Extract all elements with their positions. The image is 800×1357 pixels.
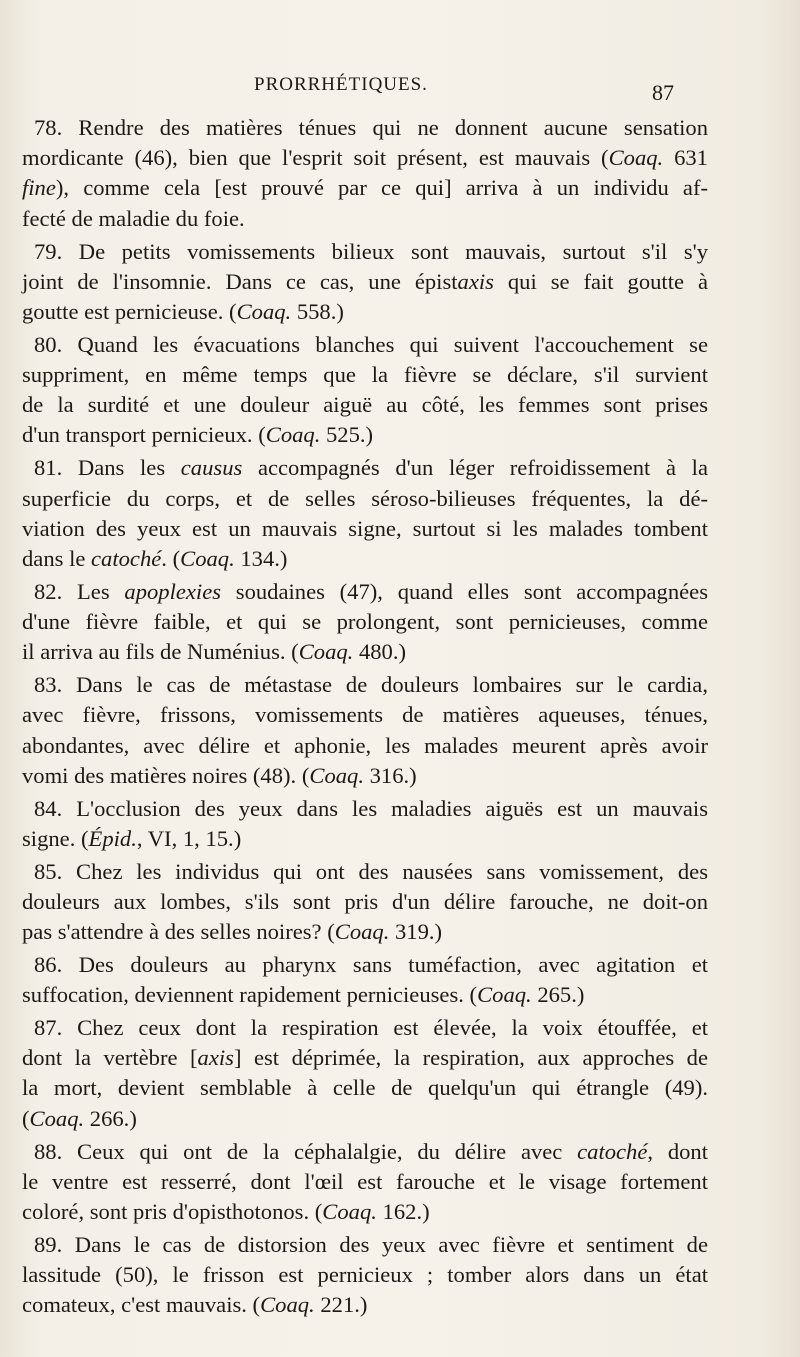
text-line: fecté de maladie du foie. xyxy=(22,205,245,231)
aphorism-81 xyxy=(22,453,708,574)
text-line: suppriment, en même temps que la fièvre se déclare, s'il survient xyxy=(22,362,708,387)
text-line: dont la vertèbre [axis] est déprimée, la respiration, aux approches de xyxy=(22,1045,708,1071)
page-number: 87 xyxy=(652,80,674,105)
aphorism-80 xyxy=(22,330,708,451)
text-line: 84. L'occlusion des yeux dans les maladies aiguës est un mauvais xyxy=(34,795,708,821)
text-line: 82. Les apoplexies soudaines (47), quand elles sont accompagnées xyxy=(34,578,708,604)
text-line: 86. Des douleurs au pharynx sans tuméfaction, avec agitation et xyxy=(34,951,708,977)
text-line: la mort, devient semblable à celle de quelqu'un qui étrangle (49). xyxy=(22,1075,708,1101)
text-line: 80. Quand les évacuations blanches qui suivent l'accouchement se xyxy=(34,331,708,357)
text-line: dans le catoché. (Coaq. 134.) xyxy=(22,545,288,571)
text-line: 89. Dans le cas de distorsion des yeux avec fièvre et sentiment de xyxy=(34,1231,708,1257)
text-line: vomi des matières noires (48). (Coaq. 316.) xyxy=(22,762,417,788)
text-line: 79. De petits vomissements bilieux sont mauvais, surtout s'il s'y xyxy=(34,238,708,264)
text-line: avec fièvre, frissons, vomissements de matières aqueuses, ténues, xyxy=(22,702,708,728)
text-line: joint de l'insomnie. Dans ce cas, une épistaxis qui se fait goutte à xyxy=(22,268,708,294)
aphorism-78 xyxy=(22,113,708,234)
text-line: lassitude (50), le frisson est pernicieux ; tomber alors dans un état xyxy=(22,1262,708,1288)
text-line: comateux, c'est mauvais. (Coaq. 221.) xyxy=(22,1292,368,1318)
text-line: douleurs aux lombes, s'ils sont pris d'un délire farouche, ne doit-on xyxy=(22,888,708,914)
aphorism-87 xyxy=(22,1013,708,1134)
text-line: (Coaq. 266.) xyxy=(22,1105,137,1131)
text-line: 85. Chez les individus qui ont des nausées sans vomissement, des xyxy=(34,858,708,884)
text-line: viation des yeux est un mauvais signe, surtout si les malades tombent xyxy=(22,515,708,541)
text-line: suffocation, deviennent rapidement pernicieuses. (Coaq. 265.) xyxy=(22,982,585,1008)
aphorism-82 xyxy=(22,577,708,668)
text-line: pas s'attendre à des selles noires? (Coaq. 319.) xyxy=(22,919,443,945)
aphorism-88 xyxy=(22,1137,708,1228)
aphorism-83 xyxy=(22,670,708,791)
text-line: 81. Dans les causus accompagnés d'un léger refroidissement à la xyxy=(34,455,708,481)
text-line: 87. Chez ceux dont la respiration est élevée, la voix étouffée, et xyxy=(34,1015,708,1041)
text-line: goutte est pernicieuse. (Coaq. 558.) xyxy=(22,298,344,324)
aphorism-85 xyxy=(22,857,708,948)
aphorism-84 xyxy=(22,794,708,854)
text-line: 78. Rendre des matières ténues qui ne donnent aucune sensation xyxy=(34,115,708,140)
text-line: de la surdité et une douleur aiguë au côté, les femmes sont prises xyxy=(22,392,708,418)
running-head: PRORRHÉTIQUES. xyxy=(254,74,428,95)
aphorism-79 xyxy=(22,237,708,328)
aphorism-86 xyxy=(22,950,708,1010)
text-body xyxy=(22,113,708,1320)
text-line: fine), comme cela [est prouvé par ce qui] arriva à un individu af- xyxy=(22,175,708,201)
text-line: d'une fièvre faible, et qui se prolongent, sont pernicieuses, comme xyxy=(22,609,708,634)
text-line: signe. (Épid., VI, 1, 15.) xyxy=(22,825,242,851)
text-line: abondantes, avec délire et aphonie, les malades meurent après avoir xyxy=(22,732,708,758)
text-line: coloré, sont pris d'opisthotonos. (Coaq. 162.) xyxy=(22,1198,430,1224)
text-line: 88. Ceux qui ont de la céphalalgie, du délire avec catoché, dont xyxy=(34,1138,708,1164)
text-line: d'un transport pernicieux. (Coaq. 525.) xyxy=(22,422,374,448)
text-line: le ventre est resserré, dont l'œil est farouche et le visage fortement xyxy=(22,1168,708,1194)
text-line: mordicante (46), bien que l'esprit soit présent, est mauvais (Coaq. 631 xyxy=(22,145,708,171)
text-line: 83. Dans le cas de métastase de douleurs lombaires sur le cardia, xyxy=(34,672,708,698)
page-header xyxy=(0,74,800,106)
text-line: il arriva au fils de Numénius. (Coaq. 480.) xyxy=(22,639,407,665)
aphorism-89 xyxy=(22,1230,708,1321)
text-line: superficie du corps, et de selles séroso-bilieuses fréquentes, la dé- xyxy=(22,485,708,511)
